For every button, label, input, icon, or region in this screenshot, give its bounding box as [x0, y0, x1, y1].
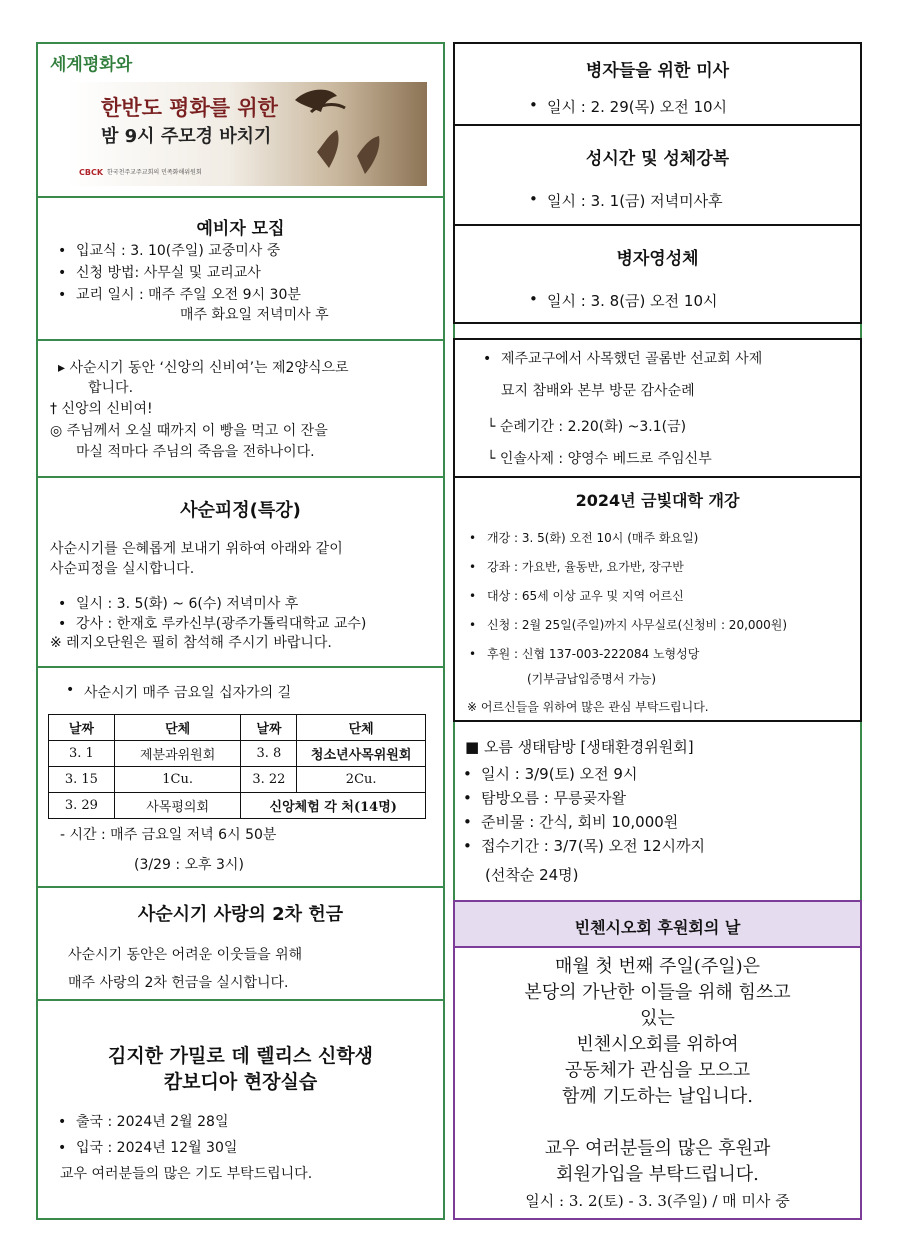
list-item: • 신청 : 2월 25일(주일)까지 사무실로(신청비 : 20,000원) [461, 611, 787, 640]
college-note: ※ 어르신들을 위하여 많은 관심 부탁드립니다. [467, 700, 709, 714]
table-cell: 3. 29 [49, 793, 115, 819]
catechumen-item3-cont: 매주 화요일 저녁미사 후 [180, 307, 329, 323]
list-item: • 입교식 : 3. 10(주일) 교중미사 중 [50, 240, 301, 262]
catechumen-list [50, 240, 301, 306]
collection-section [36, 888, 445, 1001]
seminarian-title2: 캄보디아 현장실습 [163, 1071, 318, 1093]
table-cell: 2Cu. [297, 767, 426, 793]
vincent-line: 본당의 가난한 이들을 위해 힘쓰고 [524, 982, 791, 1003]
college-list [461, 524, 787, 669]
list-item: • 탐방오름 : 무릉곶자왈 [455, 786, 705, 810]
vincent-line: 회원가입을 부탁드립니다. [556, 1164, 759, 1185]
sick-mass-list [521, 96, 727, 117]
collection-title: 사순시기 사랑의 2차 헌금 [137, 904, 344, 925]
mystery-line3: ◎ 주님께서 오실 때까지 이 빵을 먹고 이 잔을 [50, 423, 328, 439]
retreat-list [50, 594, 366, 634]
table-cell: 3. 8 [241, 741, 297, 767]
seminarian-note: 교우 여러분들의 많은 기도 부탁드립니다. [60, 1166, 313, 1182]
retreat-desc1: 사순시기를 은혜롭게 보내기 위하여 아래와 같이 [50, 541, 343, 557]
sick-communion-section [453, 224, 862, 324]
college-section [453, 476, 862, 722]
retreat-section [36, 478, 445, 668]
table-row [49, 767, 426, 793]
table-cell: 사목평의회 [114, 793, 241, 819]
retreat-note: ※ 레지오단원은 필히 참석해 주시기 바랍니다. [50, 635, 332, 651]
table-cell: 신앙체험 각 처(14명) [241, 793, 426, 819]
vincent-title: 빈첸시오회 후원회의 날 [574, 918, 741, 937]
sick-communion-list [521, 290, 717, 311]
college-item5b: (기부금납입증명서 가능) [527, 672, 657, 686]
oreum-title: ■ 오름 생태탐방 [생태환경위원회] [465, 738, 694, 756]
mystery-line1: ▸ 사순시기 동안 ‘신앙의 신비여’는 제2양식으로 [58, 360, 349, 376]
stations-time1: - 시간 : 매주 금요일 저녁 6시 50분 [60, 827, 277, 843]
list-item: • 출국 : 2024년 2월 28일 [50, 1109, 237, 1135]
retreat-title: 사순피정(특강) [180, 500, 301, 521]
list-item: • 일시 : 3. 5(화) ~ 6(수) 저녁미사 후 [50, 594, 366, 614]
table-row [49, 741, 426, 767]
stations-heading [58, 682, 291, 702]
list-item: • 교리 일시 : 매주 주일 오전 9시 30분 [50, 284, 301, 306]
list-item: • 제주교구에서 사목했던 골롬반 선교회 사제 [475, 350, 762, 368]
banner-org: 한국천주교주교회의 민족화해위원회 [107, 169, 202, 176]
catechumen-title: 예비자 모집 [196, 219, 285, 239]
table-cell: 청소년사목위원회 [297, 741, 426, 767]
list-item: • 강사 : 한재호 루카신부(광주가톨릭대학교 교수) [50, 614, 366, 634]
vincent-line: 있는 [640, 1008, 675, 1029]
vincent-date: 일시 : 3. 2(토) - 3. 3(주일) / 매 미사 중 [525, 1192, 790, 1210]
vincent-line: 교우 여러분들의 많은 후원과 [544, 1138, 771, 1159]
list-item: • 대상 : 65세 이상 교우 및 지역 어르신 [461, 582, 787, 611]
vincent-section [453, 946, 862, 1220]
list-item: • 개강 : 3. 5(화) 오전 10시 (매주 화요일) [461, 524, 787, 553]
vincent-line: 함께 기도하는 날입니다. [561, 1086, 754, 1107]
vincent-line: 매월 첫 번째 주일(주일)은 [554, 956, 761, 977]
pilgrimage-line2: └ 순례기간 : 2.20(화) ~3.1(금) [487, 419, 687, 435]
table-header-cell: 날짜 [49, 715, 115, 741]
list-item: • 준비물 : 간식, 회비 10,000원 [455, 810, 705, 834]
mystery-line1b: 합니다. [88, 380, 134, 396]
retreat-desc2: 사순피정을 실시합니다. [50, 561, 195, 577]
collection-line2: 매주 사랑의 2차 헌금을 실시합니다. [68, 975, 289, 991]
stations-time2: (3/29 : 오후 3시) [134, 857, 244, 873]
list-item: • 접수기간 : 3/7(목) 오전 12시까지 [455, 834, 705, 858]
oreum-section [453, 722, 862, 902]
sick-mass-title: 병자들을 위한 미사 [585, 61, 730, 81]
holy-hour-title: 성시간 및 성체강복 [585, 149, 730, 169]
seminarian-list [50, 1109, 237, 1161]
vincent-line: 공동체가 관심을 모으고 [564, 1060, 751, 1081]
oreum-list [455, 762, 705, 858]
seminarian-title1: 김지한 가밀로 데 렐리스 신학생 [107, 1045, 374, 1067]
mystery-line2: † 신앙의 신비여! [50, 401, 153, 417]
table-header-cell: 날짜 [241, 715, 297, 741]
peace-banner [67, 82, 427, 186]
mystery-line3b: 마실 적마다 주님의 죽음을 전하나이다. [76, 444, 315, 460]
table-row [49, 793, 426, 819]
list-item: • 일시 : 3/9(토) 오전 9시 [455, 762, 705, 786]
list-item: • 일시 : 3. 1(금) 저녁미사후 [521, 190, 723, 211]
list-item: • 입국 : 2024년 12월 30일 [50, 1135, 237, 1161]
sick-communion-title: 병자영성체 [616, 249, 699, 269]
stations-table [48, 714, 426, 819]
pilgrimage-section [453, 338, 862, 478]
holy-hour-section [453, 124, 862, 226]
table-cell: 3. 15 [49, 767, 115, 793]
list-item: • 사순시기 매주 금요일 십자가의 길 [58, 682, 291, 702]
stations-section [36, 668, 445, 888]
table-cell: 3. 22 [241, 767, 297, 793]
table-cell: 3. 1 [49, 741, 115, 767]
banner-line2: 밤 9시 주모경 바치기 [101, 126, 272, 147]
vincent-title-bar [453, 900, 862, 948]
table-cell: 제분과위원회 [114, 741, 241, 767]
mystery-section [36, 341, 445, 478]
banner-logo: CBCK [79, 168, 104, 177]
seminarian-section [36, 1001, 445, 1220]
pilgrimage-line3: └ 인솔사제 : 양영수 베드로 주임신부 [487, 451, 712, 467]
list-item: • 후원 : 신협 137-003-222084 노형성당 [461, 640, 787, 669]
list-item: • 일시 : 3. 8(금) 오전 10시 [521, 290, 717, 311]
list-item: • 신청 방법: 사무실 및 교리교사 [50, 262, 301, 284]
peace-section [36, 42, 445, 198]
vincent-body [455, 954, 860, 1214]
oreum-item4b: (선착순 24명) [485, 866, 579, 884]
collection-line1: 사순시기 동안은 어려운 이웃들을 위해 [68, 947, 303, 963]
catechumen-section [36, 198, 445, 341]
pilgrimage-list [475, 350, 762, 368]
peace-title: 세계평화와 [50, 55, 133, 75]
list-item: • 강좌 : 가요반, 율동반, 요가반, 장구반 [461, 553, 787, 582]
table-header-cell: 단체 [114, 715, 241, 741]
vincent-line: 빈첸시오회를 위하여 [576, 1034, 739, 1055]
sick-mass-section [453, 42, 862, 126]
college-title: 2024년 금빛대학 개강 [575, 491, 740, 510]
holy-hour-list [521, 190, 723, 211]
banner-line1: 한반도 평화를 위한 [101, 96, 278, 120]
table-cell: 1Cu. [114, 767, 241, 793]
table-header-cell: 단체 [297, 715, 426, 741]
list-item: • 일시 : 2. 29(목) 오전 10시 [521, 96, 727, 117]
table-header-row [49, 715, 426, 741]
pilgrimage-line1b: 묘지 참배와 본부 방문 감사순례 [501, 383, 695, 399]
